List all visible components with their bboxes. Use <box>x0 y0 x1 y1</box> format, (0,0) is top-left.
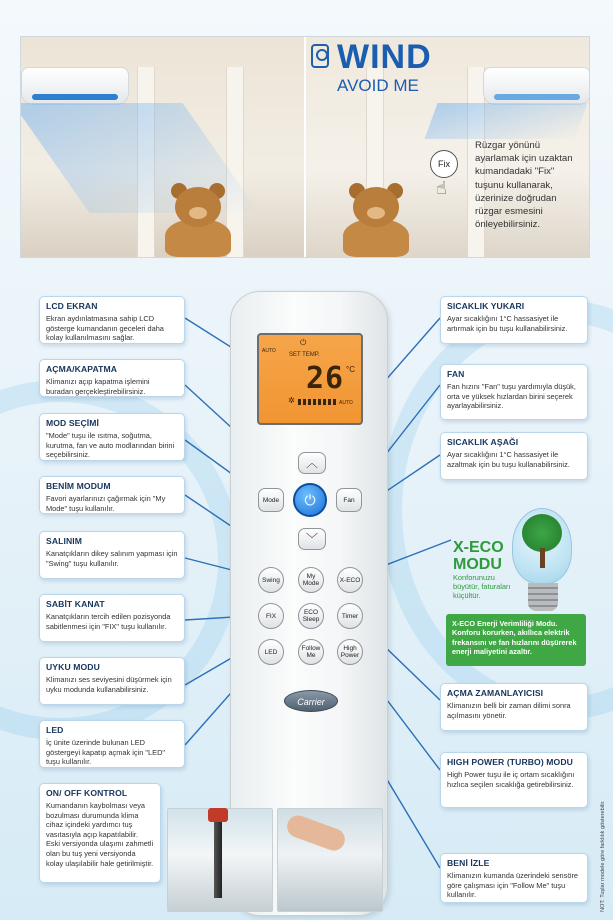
box-text: Kumandanın kaybolması veya bozulması durumunda klima cihaz içindeki yardımcı tuş vasıtasıyla açıp kapatılabilir. Eski versiyonda ulaşımı zahmetli olan bu tuş yeni versiyonda kolay ulaşılabilir hale getirilmiştir. <box>46 801 154 868</box>
eco-sleep-button[interactable]: ECO Sleep <box>298 603 324 629</box>
lcd-auto-left: AUTO <box>262 348 276 354</box>
box-text: Klimanızın kumanda üzerindeki sensöre göre çalışması için "Follow Me" tuşu kullanılır. <box>447 871 579 900</box>
eco-title-line2: MODU <box>453 556 502 573</box>
lcd-power-symbol-icon: ⏻ <box>300 338 307 347</box>
info-box-on-off <box>39 783 161 883</box>
box-title: MOD SEÇİMİ <box>46 418 100 428</box>
info-box-follow-me <box>440 853 588 903</box>
box-text: Klimanızın belli bir zaman dilimi sonra açılmasını yönetir. <box>447 701 571 720</box>
eco-tree-trunk <box>540 548 545 568</box>
box-title: FAN <box>447 369 465 379</box>
carrier-logo: Carrier <box>284 690 338 712</box>
lcd-auto-right: AUTO <box>339 400 353 406</box>
box-title: SALINIM <box>46 536 83 546</box>
box-title: ON/ OFF KONTROL <box>46 788 128 798</box>
box-text: Kanatçıkların dikey salınım yapması için "Swing" tuşu kullanılır. <box>46 549 178 568</box>
info-box-mode <box>39 413 185 461</box>
box-text: Fan hızını "Fan" tuşu yardımıyla düşük, orta ve yüksek hızlardan birini seçerek ayarlayabilirsiniz. <box>447 382 576 411</box>
eco-description-box <box>446 614 586 666</box>
eco-subtitle: Konforunuzu büyütür, faturaları küçültür. <box>453 573 511 600</box>
lcd-temperature: 26 <box>306 361 345 396</box>
box-text: High Power tuşu ile iç ortam sıcaklığını hızlıca seçilen sıcaklığa getirebilirsiniz. <box>447 770 575 789</box>
box-text: İç ünite üzerinde bulunan LED göstergeyi kapatıp açmak için "LED" tuşu kullanılır. <box>46 738 166 767</box>
high-power-button[interactable]: High Power <box>337 639 363 665</box>
eco-title <box>453 539 504 573</box>
timer-button[interactable]: Timer <box>337 603 363 629</box>
info-box-sleep <box>39 657 185 705</box>
temp-down-button[interactable]: ﹀ <box>298 528 326 550</box>
box-title: SICAKLIK AŞAĞI <box>447 437 519 447</box>
box-text: Klimanızı açıp kapatma işlemini buradan gerçekleştirebilirsiniz. <box>46 377 150 396</box>
info-box-temp-up <box>440 296 588 344</box>
info-box-lcd <box>39 296 185 344</box>
lcd-fan-speed-bars <box>298 399 338 405</box>
lcd-fan-icon: ✲ <box>288 396 295 405</box>
screwdriver-icon <box>214 818 222 898</box>
box-title: UYKU MODU <box>46 662 100 672</box>
eco-tree-icon <box>522 514 562 552</box>
info-box-high-power <box>440 752 588 808</box>
eco-description: X-ECO Enerji Verimliliği Modu. Konforu korurken, akıllıca elektrik frekansını ve fan hızlarını düşürerek enerji maliyetini azaltır. <box>452 619 577 657</box>
eco-title-line1: X-ECO <box>453 539 504 556</box>
box-text: Klimanızı ses seviyesini düşürmek için uyku modunda kullanabilirsiniz. <box>46 675 172 694</box>
info-box-power <box>39 359 185 397</box>
x-eco-button[interactable]: X-ECO <box>337 567 363 593</box>
swing-button[interactable]: Swing <box>258 567 284 593</box>
box-title: LED <box>46 725 64 735</box>
temp-up-button[interactable]: ︿ <box>298 452 326 474</box>
fix-button-icon: Fix <box>430 150 458 178</box>
pointing-hand-icon: ☝ <box>436 178 447 198</box>
box-title: AÇMA/KAPATMA <box>46 364 118 374</box>
info-box-fix <box>39 594 185 642</box>
box-title: BENİM MODUM <box>46 481 111 491</box>
box-text: Ayar sıcaklığını 1°C hassasiyet ile azaltmak için bu tuşu kullanabilirsiniz. <box>447 450 570 469</box>
box-text: "Mode" tuşu ile ısıtma, soğutma, kurutma, fan ve auto modlarından birini seçebilirsiniz. <box>46 431 175 460</box>
hero-subtitle: AVOID ME <box>337 76 419 95</box>
info-box-fan <box>440 364 588 420</box>
mode-button[interactable]: Mode <box>258 488 284 512</box>
box-title: AÇMA ZAMANLAYICISI <box>447 688 544 698</box>
box-title: LCD EKRAN <box>46 301 98 311</box>
lcd-set-temp-label: SET TEMP. <box>289 352 320 358</box>
lcd-unit: °C <box>346 365 355 374</box>
info-box-timer <box>440 683 588 731</box>
fix-button[interactable]: FIX <box>258 603 284 629</box>
led-button[interactable]: LED <box>258 639 284 665</box>
box-title: HIGH POWER (TURBO) MODU <box>447 757 573 767</box>
box-text: Ayar sıcaklığını 1°C hassasiyet ile artırmak için bu tuşu kullanabilirsiniz. <box>447 314 568 333</box>
eco-bulb-base <box>528 583 558 611</box>
info-box-led <box>39 720 185 768</box>
box-title: SABİT KANAT <box>46 599 105 609</box>
footnote: NOT: Tuşlar modele göre farklılık gösterebilir. <box>600 800 606 912</box>
fan-button[interactable]: Fan <box>336 488 362 512</box>
follow-me-button[interactable]: Follow Me <box>298 639 324 665</box>
box-title: SICAKLIK YUKARI <box>447 301 525 311</box>
my-mode-button[interactable]: My Mode <box>298 567 324 593</box>
info-box-my-mode <box>39 476 185 514</box>
box-text: Favori ayarlarınızı çağırmak için "My Mode" tuşu kullanılır. <box>46 494 166 513</box>
hero-title: WIND <box>337 38 432 76</box>
info-box-swing <box>39 531 185 579</box>
box-title: BENİ İZLE <box>447 858 490 868</box>
power-button[interactable]: ⏻ <box>293 483 327 517</box>
info-box-temp-down <box>440 432 588 480</box>
fix-description: Rüzgar yönünü ayarlamak için uzaktan kumandadaki "Fix" tuşunu kullanarak, üzerinize doğrudan rüzgar esmesini önleyebilirsiniz. <box>475 140 573 231</box>
box-text: Ekran aydınlatmasına sahip LCD gösterge kumandanın geceleri daha kolay kullanılmasını sağlar. <box>46 314 164 343</box>
box-text: Kanatçıkların tercih edilen pozisyonda sabitlenmesi için "FIX" tuşu kullanılır. <box>46 612 171 631</box>
